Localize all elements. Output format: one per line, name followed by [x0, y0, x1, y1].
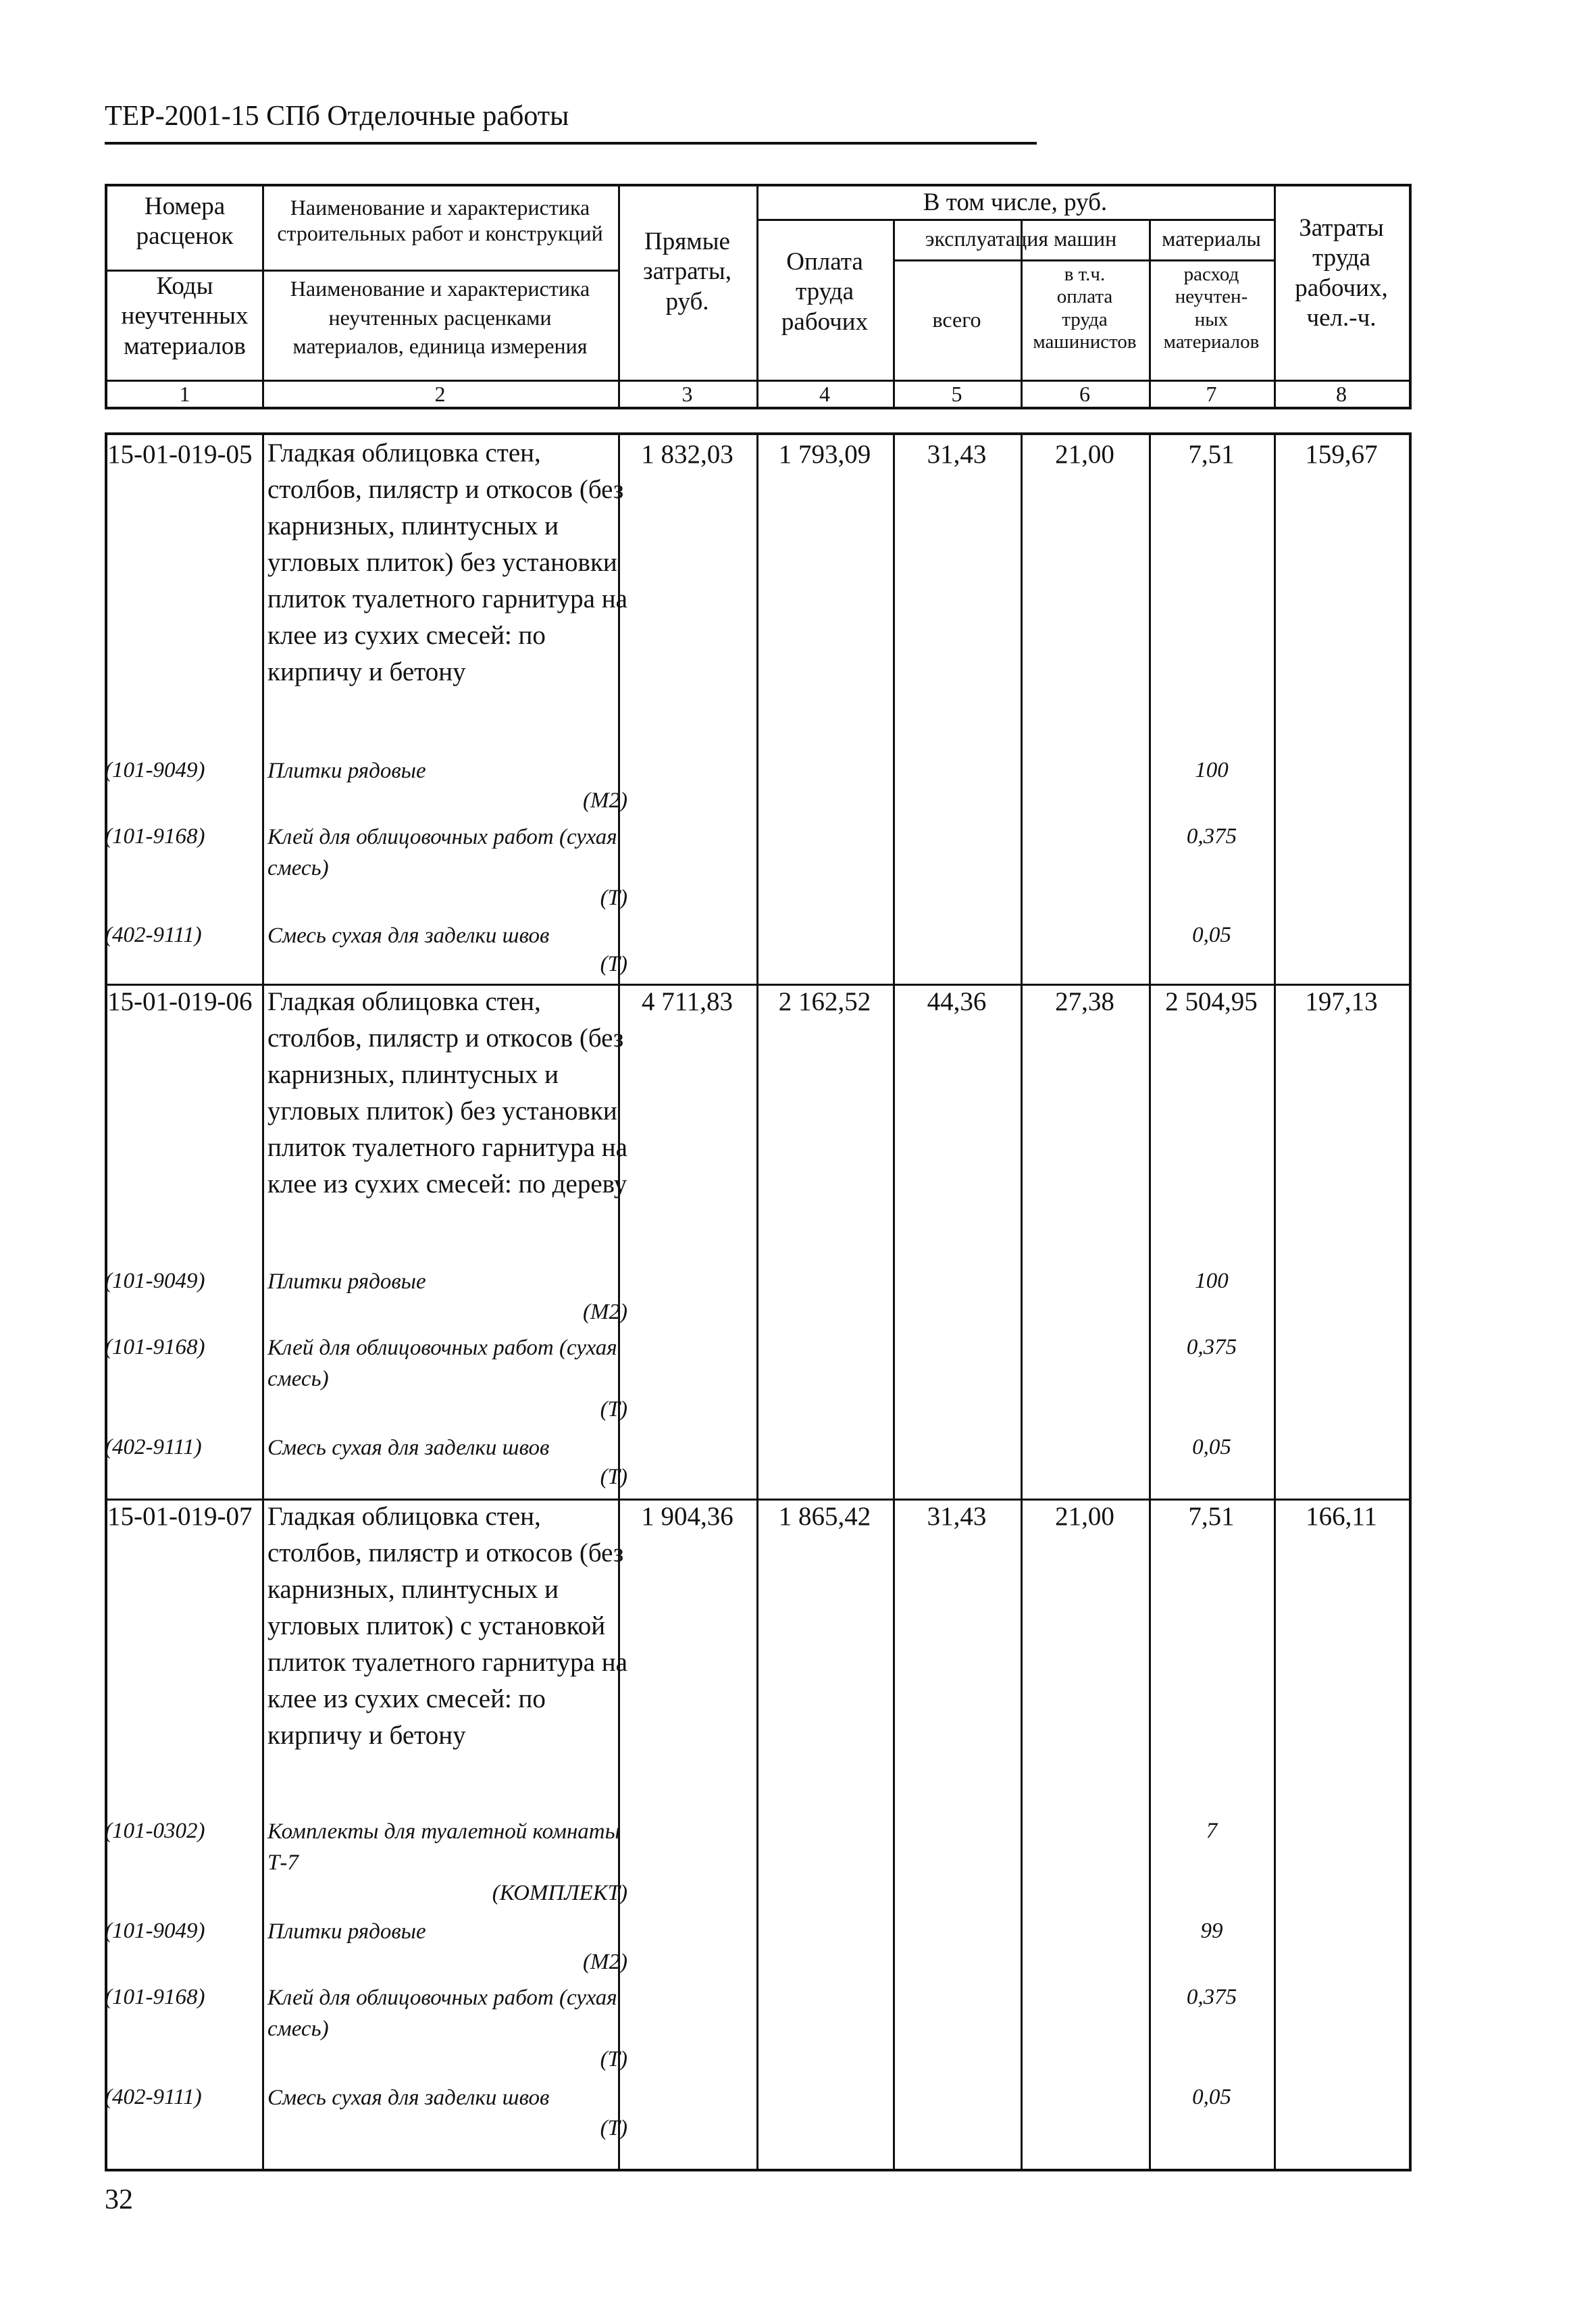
materials-cost: 7,51	[1188, 440, 1235, 469]
material-name: Смесь сухая для заделки швов	[267, 2086, 550, 2110]
work-description: Гладкая облицовка стен, столбов, пилястр и откосов (без карнизных, плинтусных и угловых плиток) без установки плиток туалетного гарнитура на клее из сухих смесей: по кирпичу и бетону	[267, 438, 627, 686]
col-divider	[756, 435, 758, 2169]
work-description: Гладкая облицовка стен, столбов, пилястр и откосов (без карнизных, плинтусных и угловых плиток) без установки плиток туалетного гарнитура на клее из сухих смесей: по дереву	[267, 987, 627, 1199]
material-code: (101-9049)	[105, 1269, 205, 1293]
material-unit: (КОМПЛЕКТ)	[492, 1881, 627, 1905]
labor-hours: 159,67	[1305, 440, 1378, 469]
material-unit: (Т)	[600, 886, 627, 910]
material-name: Комплекты для туалетной комнаты Т-7	[267, 1819, 620, 1875]
header-group-label: В том числе, руб.	[923, 188, 1108, 216]
direct-costs: 1 904,36	[641, 1502, 733, 1531]
material-qty: 0,375	[1186, 1335, 1237, 1359]
material-unit: (Т)	[600, 2116, 627, 2140]
material-name: Плитки рядовые	[267, 759, 426, 783]
material-unit: (Т)	[600, 2047, 627, 2071]
header-col7: расход неучтен- ных материалов	[1163, 263, 1260, 353]
material-name: Смесь сухая для заделки швов	[267, 924, 550, 948]
materials-cost: 2 504,95	[1165, 987, 1258, 1016]
col-number: 7	[1206, 382, 1217, 406]
material-code: (101-9168)	[105, 1985, 205, 2009]
header-machines-label: эксплуатация машин	[925, 226, 1117, 251]
material-qty: 100	[1195, 758, 1229, 782]
machinists-pay: 21,00	[1055, 1502, 1114, 1531]
col-divider	[893, 435, 895, 2169]
work-description: Гладкая облицовка стен, столбов, пилястр и откосов (без карнизных, плинтусных и угловых плиток) с установкой плиток туалетного гарнитура на клее из сухих смесей: по кирпичу и бетону	[267, 1502, 627, 1750]
material-unit: (М2)	[583, 788, 627, 813]
direct-costs: 4 711,83	[641, 987, 733, 1016]
material-qty: 0,375	[1186, 824, 1237, 849]
machines-total: 31,43	[927, 1502, 987, 1531]
col-number: 3	[681, 382, 693, 406]
direct-costs: 1 832,03	[641, 440, 733, 469]
col-divider	[1149, 435, 1151, 2169]
material-unit: (М2)	[583, 1950, 627, 1974]
col-divider	[1274, 435, 1276, 2169]
labor-pay: 1 793,09	[778, 440, 871, 469]
material-unit: (Т)	[600, 1397, 627, 1422]
material-name: Клей для облицовочных работ (сухая смесь)	[267, 1336, 617, 1391]
group-divider	[756, 219, 1274, 221]
col-number: 2	[434, 382, 446, 406]
col-number: 5	[951, 382, 962, 406]
material-qty: 100	[1195, 1269, 1229, 1293]
page-header: ТЕР-2001-15 СПб Отделочные работы	[105, 101, 569, 132]
rates-table	[105, 432, 1412, 2171]
header-col2-bottom: Наименование и характеристика неучтенных расценками материалов, единица измерения	[290, 276, 590, 359]
header-col4: Оплата труда рабочих	[781, 248, 869, 336]
material-qty: 0,05	[1192, 2085, 1231, 2109]
material-code: (402-9111)	[105, 2085, 202, 2109]
col-divider	[262, 435, 264, 2169]
labor-pay: 1 865,42	[778, 1502, 871, 1531]
machines-total: 44,36	[927, 987, 987, 1016]
material-unit: (Т)	[600, 1465, 627, 1489]
material-code: (101-9168)	[105, 824, 205, 849]
group-divider	[893, 259, 1274, 261]
col-number: 1	[179, 382, 190, 406]
labor-hours: 166,11	[1306, 1502, 1377, 1531]
labor-hours: 197,13	[1305, 987, 1378, 1016]
material-code: (101-9049)	[105, 758, 205, 782]
machines-total: 31,43	[927, 440, 987, 469]
material-code: (101-0302)	[105, 1819, 205, 1843]
materials-cost: 7,51	[1188, 1502, 1235, 1531]
header-materials-label: материалы	[1162, 226, 1261, 251]
table-header	[105, 184, 1412, 409]
header-col1-top: Номера расценок	[136, 193, 234, 251]
col-divider	[1021, 435, 1023, 2169]
col-number: 8	[1336, 382, 1347, 406]
rate-code: 15-01-019-06	[107, 987, 253, 1016]
col-number: 6	[1079, 382, 1090, 406]
machinists-pay: 27,38	[1055, 987, 1114, 1016]
rate-code: 15-01-019-07	[107, 1502, 253, 1531]
material-qty: 99	[1200, 1919, 1223, 1943]
material-name: Плитки рядовые	[267, 1269, 426, 1294]
material-name: Смесь сухая для заделки швов	[267, 1436, 550, 1460]
material-qty: 0,375	[1186, 1985, 1237, 2009]
material-code: (101-9168)	[105, 1335, 205, 1359]
rate-code: 15-01-019-05	[107, 440, 253, 469]
header-col5: всего	[932, 307, 981, 332]
material-name: Клей для облицовочных работ (сухая смесь)	[267, 825, 617, 880]
header-rule	[105, 142, 1037, 145]
material-qty: 0,05	[1192, 923, 1231, 947]
material-code: (402-9111)	[105, 923, 202, 947]
material-code: (402-9111)	[105, 1435, 202, 1459]
header-col1-bottom: Коды неучтенных материалов	[121, 272, 249, 360]
header-col8: Затраты труда рабочих, чел.-ч.	[1295, 214, 1388, 332]
header-col3: Прямые затраты, руб.	[643, 228, 731, 316]
labor-pay: 2 162,52	[778, 987, 871, 1016]
page-number: 32	[105, 2184, 133, 2215]
col-number: 4	[819, 382, 830, 406]
material-name: Клей для облицовочных работ (сухая смесь)	[267, 1986, 617, 2041]
header-col6: в т.ч. оплата труда машинистов	[1033, 263, 1137, 353]
machinists-pay: 21,00	[1055, 440, 1114, 469]
material-unit: (Т)	[600, 952, 627, 976]
material-code: (101-9049)	[105, 1919, 205, 1943]
material-qty: 0,05	[1192, 1435, 1231, 1459]
header-col2-top: Наименование и характеристика строительных работ и конструкций	[277, 195, 603, 246]
material-name: Плитки рядовые	[267, 1919, 426, 1944]
material-unit: (М2)	[583, 1300, 627, 1324]
material-qty: 7	[1206, 1819, 1218, 1843]
